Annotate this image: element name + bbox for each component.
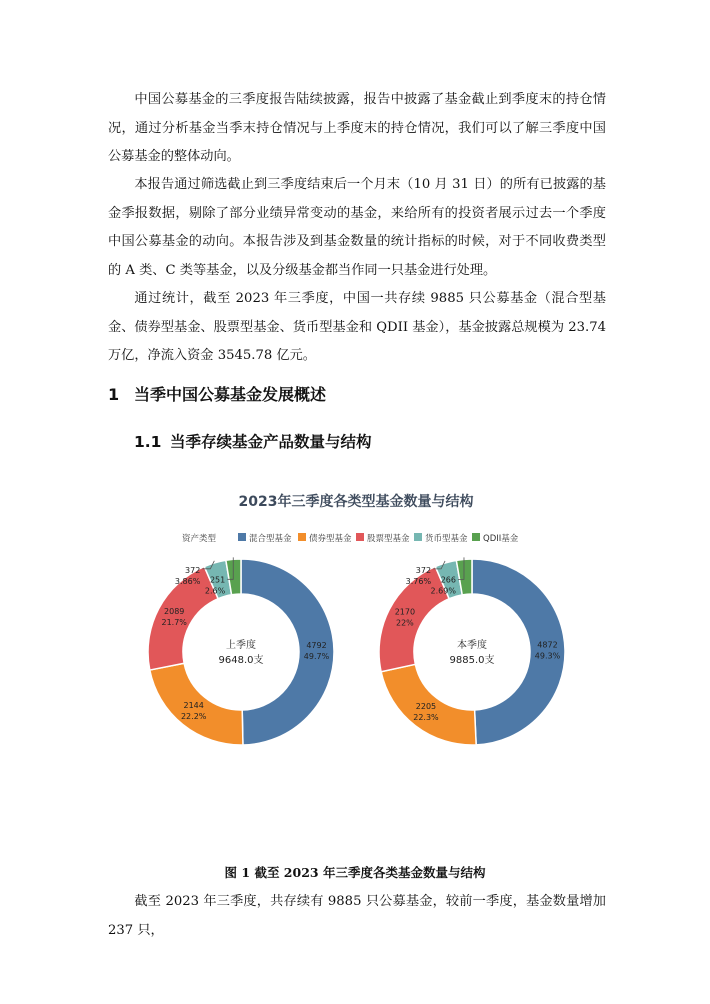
slice-percent-label: 2.6% [204,586,226,596]
donut-center-total: 9648.0支 [218,655,264,666]
legend-swatch [238,533,246,541]
slice-value-label: 372 [185,565,201,575]
legend-label: 债券型基金 [309,534,352,544]
slice-percent-label: 3.86% [174,576,201,586]
legend-swatch [414,533,422,541]
slice-value-label: 266 [440,575,456,585]
legend-swatch [472,533,480,541]
legend-swatch [298,533,306,541]
slice-value-label: 251 [209,575,226,585]
donut-center-label: 本季度 [457,640,487,651]
chart-legend [182,533,519,544]
slice-percent-label: 21.7% [161,617,187,627]
legend-title: 资产类型 [182,534,217,544]
donut-center-label: 上季度 [226,640,256,651]
donut-current-quarter [379,557,565,745]
slice-value-label: 4872 [537,640,558,650]
legend-label: 混合型基金 [249,534,292,544]
slice-percent-label: 49.3% [534,651,561,661]
subsection-title: 当季存续基金产品数量与结构 [170,433,372,451]
slice-value-label: 2089 [164,606,185,616]
slice-value-label: 4792 [306,641,327,651]
slice-value-label: 372 [415,565,432,575]
slice-value-label: 2144 [183,700,204,710]
section-heading-1-1 [134,430,372,452]
method-paragraph: 本报告通过筛选截止到三季度结束后一个月末（10 月 31 日）的所有已披露的基金季报数据，剔除了部分业绩异常变动的基金，来给所有的投资者展示过去一个季度中国公募基金的动向。本报告涉及到基金数量的统计指标的时候，对于不同收费类型的 A 类、C 类等基金，以及分级基金都当作同一只基金进行处理。 [108,177,606,278]
slice-value-label: 2205 [415,701,437,711]
legend-label: 股票型基金 [367,534,410,544]
legend-swatch [356,533,364,541]
figure-caption: 图 1 截至 2023 年三季度各类基金数量与结构 [224,865,486,880]
body-paragraph: 截至 2023 年三季度，共存续有 9885 只公募基金，较前一季度，基金数量增加 237 只， [108,894,606,938]
slice-percent-label: 22.2% [180,711,207,721]
fund-structure-figure [136,476,576,848]
slice-percent-label: 22.3% [413,712,439,722]
intro-paragraph: 中国公募基金的三季度报告陆续披露，报告中披露了基金截止到季度末的持仓情况，通过分析基金当季末持仓情况与上季度末的持仓情况，我们可以了解三季度中国公募基金的整体动向。 [108,92,606,165]
section-number: 1 [108,385,120,404]
chart-title: 2023年三季度各类型基金数量与结构 [238,494,474,510]
subsection-number: 1.1 [134,433,162,451]
legend-label: 货币型基金 [425,534,468,544]
donut-charts [136,476,576,848]
slice-percent-label: 22% [395,618,414,628]
slice-percent-label: 49.7% [303,652,330,662]
section-heading-1 [108,382,326,405]
section-title: 当季中国公募基金发展概述 [134,385,327,404]
donut-center-total: 9885.0支 [449,655,495,666]
slice-percent-label: 3.76% [405,576,432,586]
donut-previous-quarter [148,557,334,745]
slice-value-label: 2170 [394,607,416,617]
summary-paragraph: 通过统计，截至 2023 年三季度，中国一共存续 9885 只公募基金（混合型基金、债券型基金、股票型基金、货币型基金和 QDII 基金），基金披露总规模为 23.74 万亿，净流入资金 3545.78 亿元。 [108,291,606,364]
legend-label: QDII基金 [483,534,519,544]
slice-percent-label: 2.69% [430,586,456,596]
